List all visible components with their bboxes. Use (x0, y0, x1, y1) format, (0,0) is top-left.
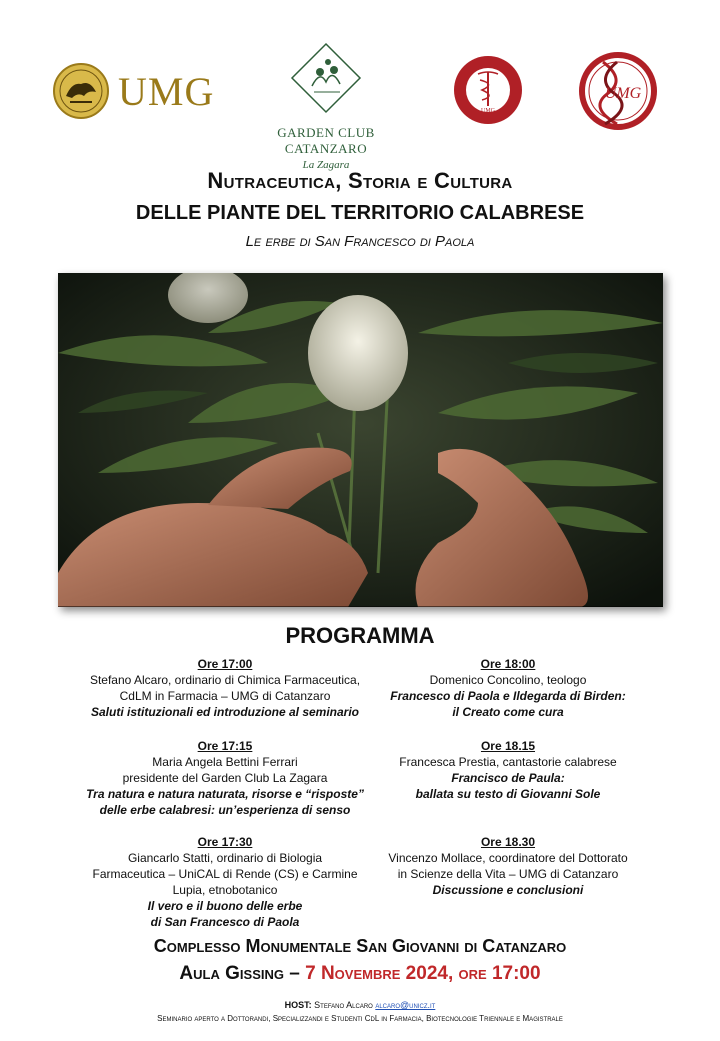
slot-speaker: CdLM in Farmacia – UMG di Catanzaro (119, 689, 331, 703)
schedule-slot-1715 (80, 738, 370, 818)
slot-talk-title: Francesco di Paola e Ildegarda di Birden: (390, 689, 626, 703)
schedule-slot-1800 (363, 656, 653, 720)
slot-talk-title: il Creato come cura (452, 705, 564, 719)
slot-speaker: Maria Angela Bettini Ferrari (152, 755, 298, 769)
host-email-link[interactable]: alcaro@unicz.it (375, 1000, 436, 1010)
slot-speaker: Francesca Prestia, cantastorie calabrese (399, 755, 617, 769)
slot-speaker: in Scienze della Vita – UMG di Catanzaro (397, 867, 619, 881)
umg-logo (52, 62, 214, 120)
slot-time: Ore 18.15 (480, 739, 536, 753)
slot-time: Ore 17:30 (197, 835, 253, 849)
venue-room: Aula Gissing – (179, 963, 306, 984)
host-line (0, 1000, 720, 1010)
venue-date-line (0, 963, 720, 985)
slot-talk-title: delle erbe calabresi: un’esperienza di senso (99, 803, 351, 817)
hero-image-hands-holding-herbs (58, 273, 663, 607)
schedule-slot-1730 (80, 834, 370, 930)
slot-time: Ore 18.30 (480, 835, 536, 849)
dottorato-dna-logo (577, 50, 659, 137)
slot-speaker: Giancarlo Statti, ordinario di Biologia (127, 851, 323, 865)
garden-club-emblem-icon (290, 42, 362, 114)
logo-row (0, 40, 720, 171)
schedule-slot-1700 (80, 656, 370, 720)
schedule-slot-1830 (363, 834, 653, 898)
farmacia-center-text: UMG (480, 108, 496, 114)
dna-helix-icon (577, 50, 659, 132)
schedule-slot-1815 (363, 738, 653, 802)
slot-talk-title: Francisco de Paula: (451, 771, 565, 785)
garden-club-name: GARDEN CLUB CATANZARO (277, 125, 375, 156)
hero-illustration (58, 273, 663, 607)
subtitle: Le erbe di San Francesco di Paola (245, 233, 475, 250)
umg-wordmark: UMG (118, 68, 215, 114)
slot-talk-title: Tra natura e natura naturata, risorse e “risposte” (86, 787, 364, 801)
main-title: Nutraceutica, Storia e Cultura (207, 168, 513, 193)
slot-talk-title: Discussione e conclusioni (432, 883, 584, 897)
garden-club-subtitle: La Zagara (302, 159, 350, 171)
audience-note: Seminario aperto a Dottorandi, Specializzandi e Studenti CdL in Farmacia, Biotecnologie Triennale e Magistrale (157, 1014, 563, 1023)
slot-talk-title: Saluti istituzionali ed introduzione al seminario (90, 705, 360, 719)
main-title-line2: DELLE PIANTE DEL TERRITORIO CALABRESE (135, 202, 585, 224)
slot-speaker: Stefano Alcaro, ordinario di Chimica Farmaceutica, (89, 673, 361, 687)
slot-time: Ore 18:00 (480, 657, 536, 671)
cdlm-farmacia-logo (452, 54, 524, 131)
umg-seal-icon (52, 62, 110, 120)
slot-speaker: Vincenzo Mollace, coordinatore del Dottorato (388, 851, 628, 865)
venue-line: Complesso Monumentale San Giovanni di Catanzaro (153, 936, 567, 956)
slot-speaker: Farmaceutica – UniCAL di Rende (CS) e Carmine (92, 867, 358, 881)
programma-heading: PROGRAMMA (285, 623, 435, 648)
slot-speaker: Lupia, etnobotanico (172, 883, 278, 897)
dna-logo-text: UMG (604, 85, 642, 102)
host-label: HOST: (284, 1000, 312, 1010)
slot-speaker: Domenico Concolino, teologo (429, 673, 587, 687)
title-block (0, 168, 720, 250)
slot-talk-title: Il vero e il buono delle erbe (147, 899, 303, 913)
host-name: Stefano Alcaro (311, 1000, 376, 1010)
farmacia-caduceus-icon (452, 54, 524, 126)
slot-talk-title: di San Francesco di Paola (150, 915, 300, 929)
slot-talk-title: ballata su testo di Giovanni Sole (415, 787, 601, 801)
slot-speaker: presidente del Garden Club La Zagara (122, 771, 328, 785)
slot-time: Ore 17:15 (197, 739, 253, 753)
slot-time: Ore 17:00 (197, 657, 253, 671)
event-date-time: 7 Novembre 2024, ore 17:00 (305, 963, 541, 984)
garden-club-logo (236, 42, 416, 171)
